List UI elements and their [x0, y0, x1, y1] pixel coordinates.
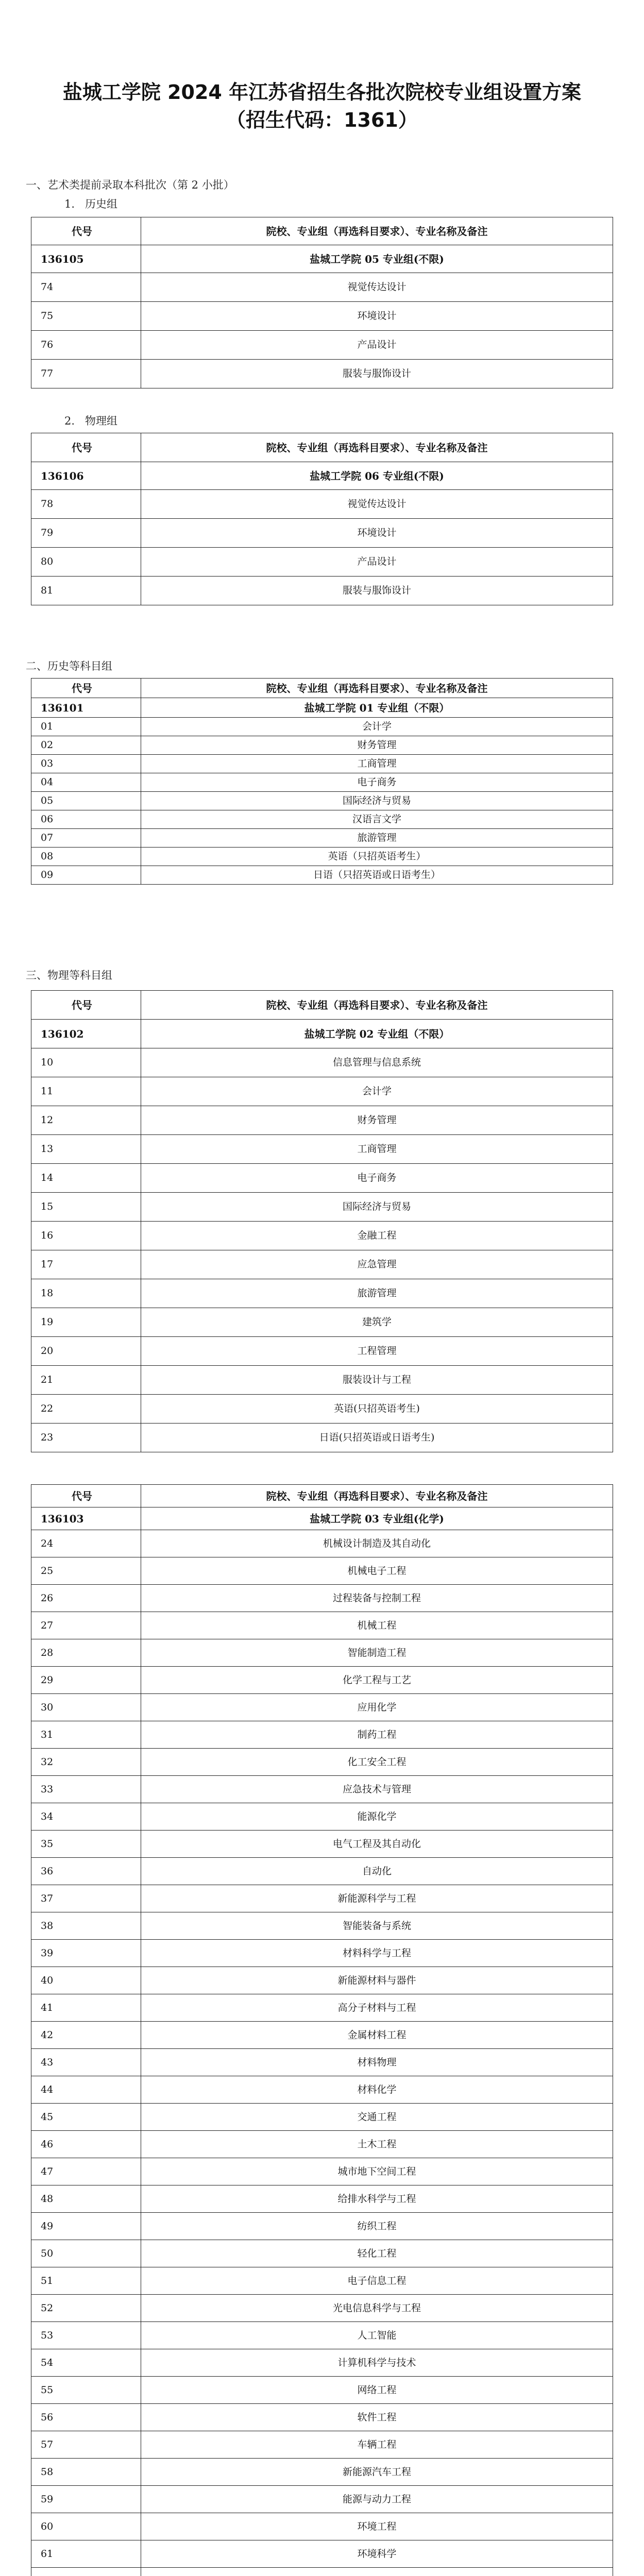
table-header-row [31, 217, 613, 245]
major-code: 41 [31, 1994, 141, 2022]
header-code: 代号 [31, 679, 141, 698]
major-name: 城市地下空间工程 [141, 2158, 613, 2185]
major-code: 04 [31, 773, 141, 792]
table-row [31, 2404, 613, 2431]
major-name: 环境工程 [141, 2513, 613, 2540]
major-name: 英语（只招英语考生） [141, 848, 613, 866]
major-code: 76 [31, 331, 141, 360]
table-row [31, 1279, 613, 1308]
major-code: 55 [31, 2377, 141, 2404]
major-code: 21 [31, 1366, 141, 1395]
major-name: 材料化学 [141, 2076, 613, 2104]
major-code: 24 [31, 1530, 141, 1557]
major-code: 19 [31, 1308, 141, 1337]
major-name: 电子商务 [141, 1164, 613, 1193]
table-row [31, 2240, 613, 2267]
major-name: 化学工程与工艺 [141, 1667, 613, 1694]
major-name: 旅游管理 [141, 829, 613, 848]
major-name: 能源化学 [141, 1803, 613, 1831]
table-row [31, 519, 613, 548]
table-row [31, 2185, 613, 2213]
major-name: 光电信息科学与工程 [141, 2295, 613, 2322]
major-name: 环境科学 [141, 2540, 613, 2568]
section-heading-art: 一、艺术类提前录取本科批次（第 2 小批） [26, 179, 234, 191]
major-name: 环境设计 [141, 519, 613, 548]
major-code: 49 [31, 2213, 141, 2240]
major-code: 10 [31, 1048, 141, 1077]
table-row [31, 331, 613, 360]
major-name: 建筑学 [141, 1308, 613, 1337]
major-code: 81 [31, 577, 141, 605]
major-name: 轻化工程 [141, 2240, 613, 2267]
header-name: 院校、专业组（再选科目要求）、专业名称及备注 [141, 217, 613, 245]
major-name: 应急技术与管理 [141, 1776, 613, 1803]
major-code: 14 [31, 1164, 141, 1193]
major-name: 工程管理 [141, 1337, 613, 1366]
table-row [31, 1639, 613, 1667]
major-code: 09 [31, 866, 141, 885]
major-code: 34 [31, 1803, 141, 1831]
major-code: 33 [31, 1776, 141, 1803]
major-name: 产品设计 [141, 331, 613, 360]
major-code: 39 [31, 1940, 141, 1967]
major-code: 50 [31, 2240, 141, 2267]
major-code: 44 [31, 2076, 141, 2104]
major-code: 07 [31, 829, 141, 848]
major-name [141, 2568, 613, 2576]
major-code: 29 [31, 1667, 141, 1694]
major-name: 纺织工程 [141, 2213, 613, 2240]
major-code: 02 [31, 736, 141, 755]
group-row [31, 462, 613, 490]
major-name: 日语（只招英语或日语考生） [141, 866, 613, 885]
major-name: 会计学 [141, 1077, 613, 1106]
table-row [31, 1831, 613, 1858]
group-name: 盐城工学院 06 专业组(不限) [141, 462, 613, 490]
major-name: 电子商务 [141, 773, 613, 792]
table-row [31, 1308, 613, 1337]
major-code: 32 [31, 1749, 141, 1776]
subsection-heading-history: 1. 历史组 [64, 198, 118, 210]
major-name: 智能装备与系统 [141, 1912, 613, 1940]
table-row [31, 848, 613, 866]
table-row [31, 1164, 613, 1193]
table-row [31, 1694, 613, 1721]
major-code: 59 [31, 2486, 141, 2513]
major-name: 电气工程及其自动化 [141, 1831, 613, 1858]
table-row [31, 1612, 613, 1639]
major-code: 13 [31, 1135, 141, 1164]
major-code: 61 [31, 2540, 141, 2568]
major-code: 08 [31, 848, 141, 866]
table-row [31, 1193, 613, 1222]
page-title-line1: 盐城工学院 2024 年江苏省招生各批次院校专业组设置方案 [62, 81, 582, 104]
major-name: 自动化 [141, 1858, 613, 1885]
major-code: 75 [31, 302, 141, 331]
group-name: 盐城工学院 02 专业组（不限） [141, 1020, 613, 1048]
major-code: 35 [31, 1831, 141, 1858]
major-name: 财务管理 [141, 736, 613, 755]
group-code: 136105 [31, 245, 141, 273]
major-code: 58 [31, 2459, 141, 2486]
table-row [31, 2213, 613, 2240]
header-name: 院校、专业组（再选科目要求）、专业名称及备注 [141, 433, 613, 462]
major-code: 52 [31, 2295, 141, 2322]
major-name: 汉语言文学 [141, 810, 613, 829]
major-name: 工商管理 [141, 1135, 613, 1164]
major-name: 工商管理 [141, 755, 613, 773]
major-name: 服装设计与工程 [141, 1366, 613, 1395]
section-heading-physics: 三、物理等科目组 [26, 969, 112, 981]
major-code: 37 [31, 1885, 141, 1912]
table-row [31, 2076, 613, 2104]
major-code: 53 [31, 2322, 141, 2349]
major-code: 36 [31, 1858, 141, 1885]
major-code: 23 [31, 1423, 141, 1452]
table-row [31, 2513, 613, 2540]
table-row [31, 273, 613, 302]
major-name: 服装与服饰设计 [141, 577, 613, 605]
major-code: 77 [31, 360, 141, 388]
page-title-line2: （招生代码：1361） [226, 109, 418, 131]
major-code: 42 [31, 2022, 141, 2049]
table-header-row [31, 679, 613, 698]
table-row [31, 1585, 613, 1612]
major-name: 新能源汽车工程 [141, 2459, 613, 2486]
major-code: 51 [31, 2267, 141, 2295]
group-name: 盐城工学院 03 专业组(化学) [141, 1507, 613, 1530]
major-name: 车辆工程 [141, 2431, 613, 2459]
table-header-row [31, 433, 613, 462]
header-name: 院校、专业组（再选科目要求）、专业名称及备注 [141, 991, 613, 1020]
major-name: 英语(只招英语考生) [141, 1395, 613, 1423]
table-row [31, 2322, 613, 2349]
header-name: 院校、专业组（再选科目要求）、专业名称及备注 [141, 1485, 613, 1507]
group-row [31, 698, 613, 718]
header-name: 院校、专业组（再选科目要求）、专业名称及备注 [141, 679, 613, 698]
table-header-row [31, 1485, 613, 1507]
table-row [31, 718, 613, 736]
major-code: 05 [31, 792, 141, 810]
major-code: 15 [31, 1193, 141, 1222]
table-row [31, 736, 613, 755]
table-row [31, 577, 613, 605]
major-code: 11 [31, 1077, 141, 1106]
major-code: 45 [31, 2104, 141, 2131]
group-code: 136102 [31, 1020, 141, 1048]
major-name: 环境设计 [141, 302, 613, 331]
major-code: 03 [31, 755, 141, 773]
table-row [31, 755, 613, 773]
major-code: 01 [31, 718, 141, 736]
major-name: 金融工程 [141, 1222, 613, 1250]
major-name: 视觉传达设计 [141, 490, 613, 519]
table-row [31, 773, 613, 792]
table-row [31, 1337, 613, 1366]
major-name: 新能源材料与器件 [141, 1967, 613, 1994]
table-row [31, 1667, 613, 1694]
major-code: 78 [31, 490, 141, 519]
table-row [31, 2049, 613, 2076]
table-row [31, 548, 613, 577]
major-name: 交通工程 [141, 2104, 613, 2131]
major-code: 48 [31, 2185, 141, 2213]
header-code: 代号 [31, 991, 141, 1020]
table-row [31, 792, 613, 810]
major-name: 金属材料工程 [141, 2022, 613, 2049]
major-code: 12 [31, 1106, 141, 1135]
major-code: 06 [31, 810, 141, 829]
major-name: 计算机科学与技术 [141, 2349, 613, 2377]
major-name: 制药工程 [141, 1721, 613, 1749]
table-row [31, 490, 613, 519]
major-code: 18 [31, 1279, 141, 1308]
major-code: 28 [31, 1639, 141, 1667]
table-row [31, 1994, 613, 2022]
table-row [31, 2131, 613, 2158]
major-code: 27 [31, 1612, 141, 1639]
major-name: 给排水科学与工程 [141, 2185, 613, 2213]
table-row [31, 1530, 613, 1557]
major-code: 57 [31, 2431, 141, 2459]
table-row [31, 810, 613, 829]
section-heading-history: 二、历史等科目组 [26, 660, 112, 672]
major-name: 财务管理 [141, 1106, 613, 1135]
table-row [31, 1776, 613, 1803]
major-name: 信息管理与信息系统 [141, 1048, 613, 1077]
major-name: 材料物理 [141, 2049, 613, 2076]
major-code: 16 [31, 1222, 141, 1250]
major-name: 人工智能 [141, 2322, 613, 2349]
major-name: 过程装备与控制工程 [141, 1585, 613, 1612]
major-name: 应急管理 [141, 1250, 613, 1279]
major-code: 54 [31, 2349, 141, 2377]
table-row [31, 1749, 613, 1776]
table-row [31, 2267, 613, 2295]
major-name: 国际经济与贸易 [141, 792, 613, 810]
header-code: 代号 [31, 217, 141, 245]
major-code: 46 [31, 2131, 141, 2158]
group-row [31, 245, 613, 273]
table-row [31, 1135, 613, 1164]
major-code: 22 [31, 1395, 141, 1423]
major-name: 服装与服饰设计 [141, 360, 613, 388]
group-code: 136103 [31, 1507, 141, 1530]
table-row [31, 2568, 613, 2576]
table-row [31, 1940, 613, 1967]
table-row [31, 2349, 613, 2377]
major-code: 40 [31, 1967, 141, 1994]
table-row [31, 2431, 613, 2459]
table-row [31, 866, 613, 885]
major-code: 26 [31, 1585, 141, 1612]
major-name: 高分子材料与工程 [141, 1994, 613, 2022]
table-row [31, 2295, 613, 2322]
major-name: 软件工程 [141, 2404, 613, 2431]
table-row [31, 1048, 613, 1077]
major-name: 材料科学与工程 [141, 1940, 613, 1967]
major-name: 视觉传达设计 [141, 273, 613, 302]
table-row [31, 1423, 613, 1452]
major-name: 机械电子工程 [141, 1557, 613, 1585]
group-name: 盐城工学院 01 专业组（不限） [141, 698, 613, 718]
table-row [31, 2104, 613, 2131]
major-code: 60 [31, 2513, 141, 2540]
table-row [31, 1967, 613, 1994]
major-code: 79 [31, 519, 141, 548]
major-name: 电子信息工程 [141, 2267, 613, 2295]
table-history-group [31, 678, 613, 885]
table-row [31, 1557, 613, 1585]
major-code: 17 [31, 1250, 141, 1279]
table-row [31, 1912, 613, 1940]
major-name: 旅游管理 [141, 1279, 613, 1308]
major-code: 74 [31, 273, 141, 302]
table-row [31, 1803, 613, 1831]
table-row [31, 1858, 613, 1885]
table-row [31, 2022, 613, 2049]
major-code: 80 [31, 548, 141, 577]
major-name: 国际经济与贸易 [141, 1193, 613, 1222]
major-code: 56 [31, 2404, 141, 2431]
table-row [31, 2158, 613, 2185]
major-name: 产品设计 [141, 548, 613, 577]
table-row [31, 1366, 613, 1395]
major-name: 日语(只招英语或日语考生) [141, 1423, 613, 1452]
table-row [31, 1077, 613, 1106]
table-art-history-group [31, 217, 613, 388]
major-code: 30 [31, 1694, 141, 1721]
table-row [31, 1721, 613, 1749]
subsection-heading-physics: 2. 物理组 [64, 415, 118, 427]
table-row [31, 302, 613, 331]
major-code: 38 [31, 1912, 141, 1940]
major-code: 25 [31, 1557, 141, 1585]
table-art-physics-group [31, 433, 613, 605]
major-name: 机械工程 [141, 1612, 613, 1639]
table-row [31, 1885, 613, 1912]
table-physics-group-03 [31, 1484, 613, 2576]
table-row [31, 2377, 613, 2404]
table-row [31, 1250, 613, 1279]
major-code: 43 [31, 2049, 141, 2076]
group-code: 136101 [31, 698, 141, 718]
major-code: 20 [31, 1337, 141, 1366]
table-row [31, 829, 613, 848]
major-name: 土木工程 [141, 2131, 613, 2158]
table-row [31, 2540, 613, 2568]
table-row [31, 2459, 613, 2486]
group-row [31, 1020, 613, 1048]
table-row [31, 360, 613, 388]
major-name: 化工安全工程 [141, 1749, 613, 1776]
major-code: 31 [31, 1721, 141, 1749]
table-row [31, 1395, 613, 1423]
major-name: 机械设计制造及其自动化 [141, 1530, 613, 1557]
table-row [31, 1106, 613, 1135]
major-name: 能源与动力工程 [141, 2486, 613, 2513]
group-code: 136106 [31, 462, 141, 490]
table-header-row [31, 991, 613, 1020]
header-code: 代号 [31, 433, 141, 462]
major-code [31, 2568, 141, 2576]
major-name: 应用化学 [141, 1694, 613, 1721]
major-name: 新能源科学与工程 [141, 1885, 613, 1912]
table-row [31, 2486, 613, 2513]
table-physics-group-02 [31, 990, 613, 1452]
table-row [31, 1222, 613, 1250]
major-name: 智能制造工程 [141, 1639, 613, 1667]
major-code: 47 [31, 2158, 141, 2185]
group-name: 盐城工学院 05 专业组(不限) [141, 245, 613, 273]
header-code: 代号 [31, 1485, 141, 1507]
group-row [31, 1507, 613, 1530]
major-name: 网络工程 [141, 2377, 613, 2404]
major-name: 会计学 [141, 718, 613, 736]
